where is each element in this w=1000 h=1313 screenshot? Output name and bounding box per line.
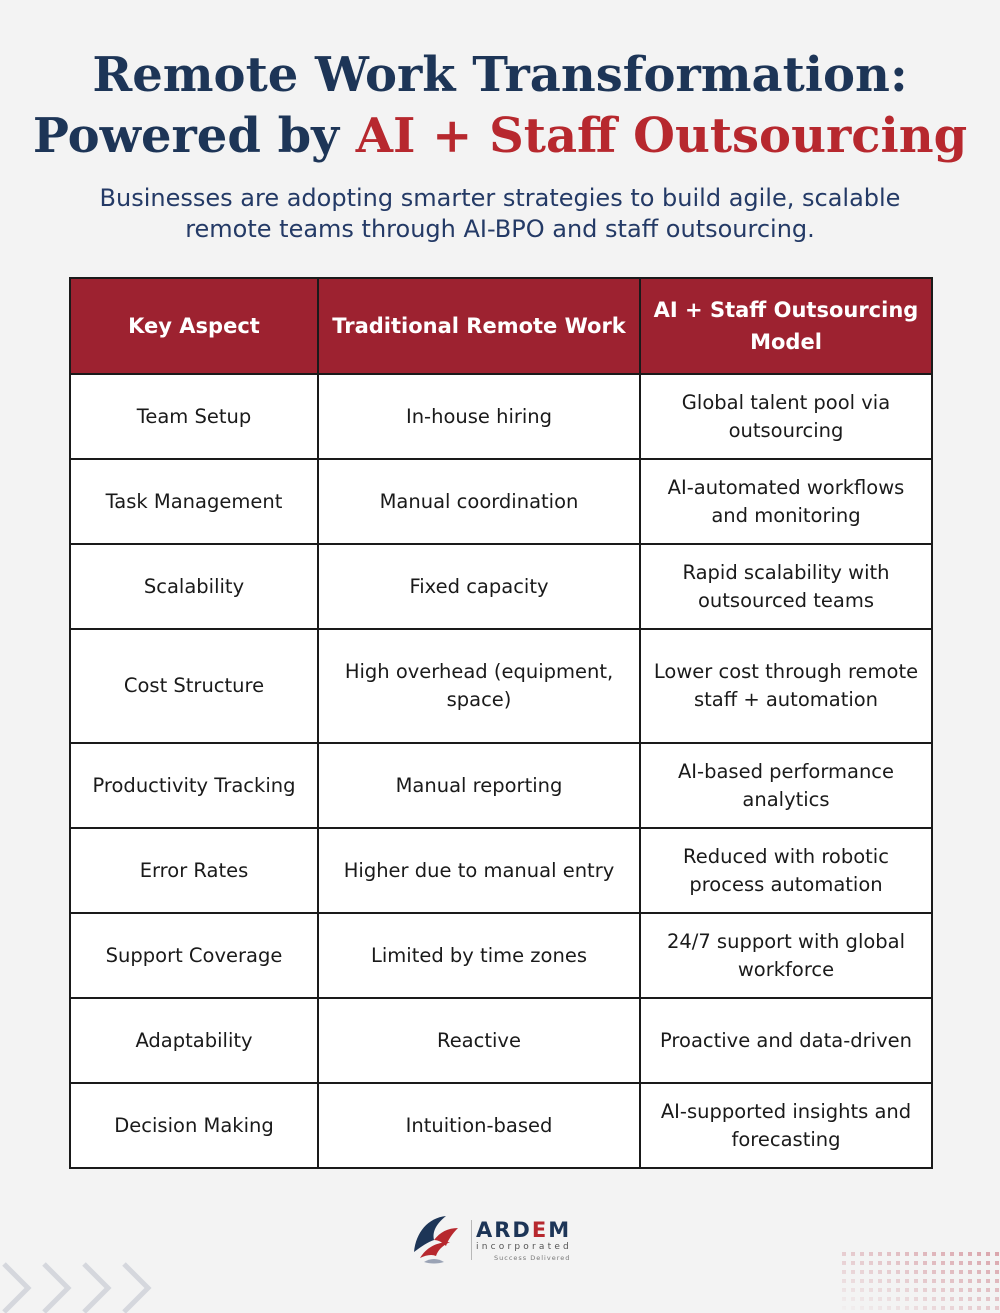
table-cell: Limited by time zones xyxy=(318,913,640,998)
table-row xyxy=(70,629,932,743)
eagle-emblem-icon xyxy=(410,1212,462,1266)
table-row xyxy=(70,828,932,913)
table-cell: Manual coordination xyxy=(318,459,640,544)
table-cell: AI-based performance analytics xyxy=(640,743,932,828)
table-cell: High overhead (equipment, space) xyxy=(318,629,640,743)
title-prefix: Powered by xyxy=(32,108,356,164)
title-accent: AI + Staff Outsourcing xyxy=(355,108,968,164)
header-ai-staff-outsourcing: AI + Staff Outsourcing Model xyxy=(640,278,932,374)
table-row xyxy=(70,913,932,998)
table-cell: In-house hiring xyxy=(318,374,640,459)
table-row xyxy=(70,544,932,629)
table-header-row xyxy=(70,278,932,374)
page-subtitle: Businesses are adopting smarter strategies to build agile, scalable remote teams through AI-BPO and staff outsourcing. xyxy=(99,184,901,243)
table-cell: Error Rates xyxy=(70,828,318,913)
table-cell: Reactive xyxy=(318,998,640,1083)
decorative-chevrons-icon xyxy=(0,1258,170,1313)
logo-tagline: Success Delivered xyxy=(494,1254,571,1262)
table-cell: Global talent pool via outsourcing xyxy=(640,374,932,459)
table-cell: Decision Making xyxy=(70,1083,318,1168)
table-cell: Intuition-based xyxy=(318,1083,640,1168)
table-row xyxy=(70,374,932,459)
table-cell: Team Setup xyxy=(70,374,318,459)
table-cell: Lower cost through remote staff + automation xyxy=(640,629,932,743)
table-cell: Productivity Tracking xyxy=(70,743,318,828)
table-cell: Support Coverage xyxy=(70,913,318,998)
comparison-table xyxy=(69,277,933,1169)
table-cell: Rapid scalability with outsourced teams xyxy=(640,544,932,629)
header-traditional-remote-work: Traditional Remote Work xyxy=(318,278,640,374)
logo-incorporated: incorporated xyxy=(476,1242,572,1252)
table-cell: Reduced with robotic process automation xyxy=(640,828,932,913)
table-cell: Task Management xyxy=(70,459,318,544)
table-cell: Higher due to manual entry xyxy=(318,828,640,913)
header-key-aspect: Key Aspect xyxy=(70,278,318,374)
company-logo xyxy=(410,1212,600,1266)
logo-wordmark: ARDEM xyxy=(476,1218,572,1242)
table-row xyxy=(70,998,932,1083)
table-cell: AI-automated workflows and monitoring xyxy=(640,459,932,544)
table-row xyxy=(70,743,932,828)
table-row xyxy=(70,1083,932,1168)
table-cell: Scalability xyxy=(70,544,318,629)
table-cell: 24/7 support with global workforce xyxy=(640,913,932,998)
table-cell: Manual reporting xyxy=(318,743,640,828)
table-cell: Adaptability xyxy=(70,998,318,1083)
table-cell: AI-supported insights and forecasting xyxy=(640,1083,932,1168)
page-title-line-1: Remote Work Transformation: xyxy=(92,47,908,103)
table-cell: Cost Structure xyxy=(70,629,318,743)
page-title-line-2 xyxy=(0,106,1000,166)
table-cell: Proactive and data-driven xyxy=(640,998,932,1083)
table-cell: Fixed capacity xyxy=(318,544,640,629)
decorative-dots-icon xyxy=(840,1250,1000,1313)
table-row xyxy=(70,459,932,544)
logo-divider xyxy=(471,1220,472,1260)
